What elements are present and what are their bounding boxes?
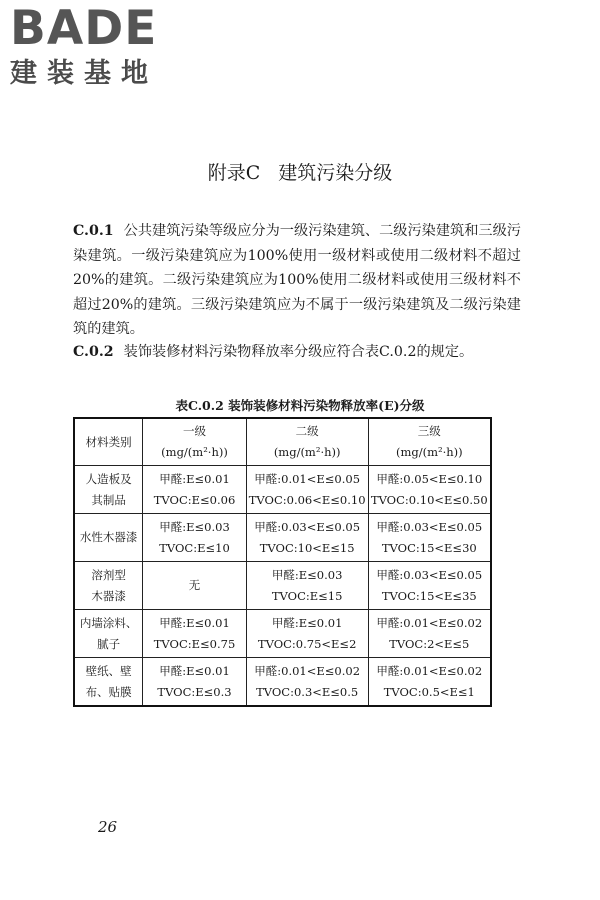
- cell-level-1: 甲醛:E≤0.01 TVOC:E≤0.3: [143, 658, 246, 707]
- cell-level-3: 甲醛:0.01<E≤0.02 TVOC:0.5<E≤1: [368, 658, 491, 707]
- clause-number: C.0.2: [73, 344, 114, 360]
- row-category: 壁纸、壁 布、贴膜: [74, 658, 143, 707]
- header-level-3: 三级 (mg/(m²·h)): [368, 418, 491, 466]
- header-level-1: 一级 (mg/(m²·h)): [143, 418, 246, 466]
- cell-level-2: 甲醛:E≤0.01 TVOC:0.75<E≤2: [246, 610, 368, 658]
- cell-level-2: 甲醛:0.01<E≤0.02 TVOC:0.3<E≤0.5: [246, 658, 368, 707]
- table-row: [74, 466, 491, 514]
- appendix-title: [0, 158, 600, 185]
- header-category: 材料类别: [74, 418, 143, 466]
- cell-level-2: 甲醛:0.01<E≤0.05 TVOC:0.06<E≤0.10: [246, 466, 368, 514]
- table-row: [74, 658, 491, 707]
- cell-level-2: 甲醛:0.03<E≤0.05 TVOC:10<E≤15: [246, 514, 368, 562]
- row-category: 溶剂型 木器漆: [74, 562, 143, 610]
- cell-level-1: 无: [143, 562, 246, 610]
- header-level-2: 二级 (mg/(m²·h)): [246, 418, 368, 466]
- table-row: [74, 562, 491, 610]
- cell-level-3: 甲醛:0.01<E≤0.02 TVOC:2<E≤5: [368, 610, 491, 658]
- clause-c02: [73, 340, 521, 365]
- cell-level-1: 甲醛:E≤0.01 TVOC:E≤0.06: [143, 466, 246, 514]
- brand-logo: [10, 3, 180, 91]
- table-header-row: [74, 418, 491, 466]
- clause-text: 公共建筑污染等级应分为一级污染建筑、二级污染建筑和三级污染建筑。一级污染建筑应为100%使用一级材料或使用二级材料不超过20%的建筑。二级污染建筑应为100%使用二级材料或使用三级材料不超过20%的建筑。三级污染建筑应为不属于一级污染建筑及二级污染建筑的建筑。: [73, 223, 521, 337]
- table-caption: 表C.0.2 装饰装修材料污染物释放率(E)分级: [175, 398, 425, 413]
- appendix-heading: 建筑污染分级: [278, 162, 393, 184]
- clause-number: C.0.1: [73, 223, 114, 239]
- clause-text: 装饰装修材料污染物释放率分级应符合表C.0.2的规定。: [123, 344, 474, 360]
- page-number: 26: [98, 818, 118, 836]
- cell-level-3: 甲醛:0.05<E≤0.10 TVOC:0.10<E≤0.50: [368, 466, 491, 514]
- cell-level-1: 甲醛:E≤0.01 TVOC:E≤0.75: [143, 610, 246, 658]
- row-category: 人造板及 其制品: [74, 466, 143, 514]
- cell-level-3: 甲醛:0.03<E≤0.05 TVOC:15<E≤35: [368, 562, 491, 610]
- row-category: 内墙涂料、 腻子: [74, 610, 143, 658]
- table-row: [74, 514, 491, 562]
- cell-level-3: 甲醛:0.03<E≤0.05 TVOC:15<E≤30: [368, 514, 491, 562]
- logo-subtitle: 建装基地: [10, 58, 158, 89]
- cell-level-1: 甲醛:E≤0.03 TVOC:E≤10: [143, 514, 246, 562]
- cell-level-2: 甲醛:E≤0.03 TVOC:E≤15: [246, 562, 368, 610]
- clause-c01: [73, 219, 521, 342]
- table-row: [74, 610, 491, 658]
- row-category: 水性木器漆: [74, 514, 143, 562]
- emission-grade-table: [73, 417, 492, 707]
- logo-text: BADE: [10, 1, 158, 56]
- appendix-label: 附录C: [207, 162, 261, 184]
